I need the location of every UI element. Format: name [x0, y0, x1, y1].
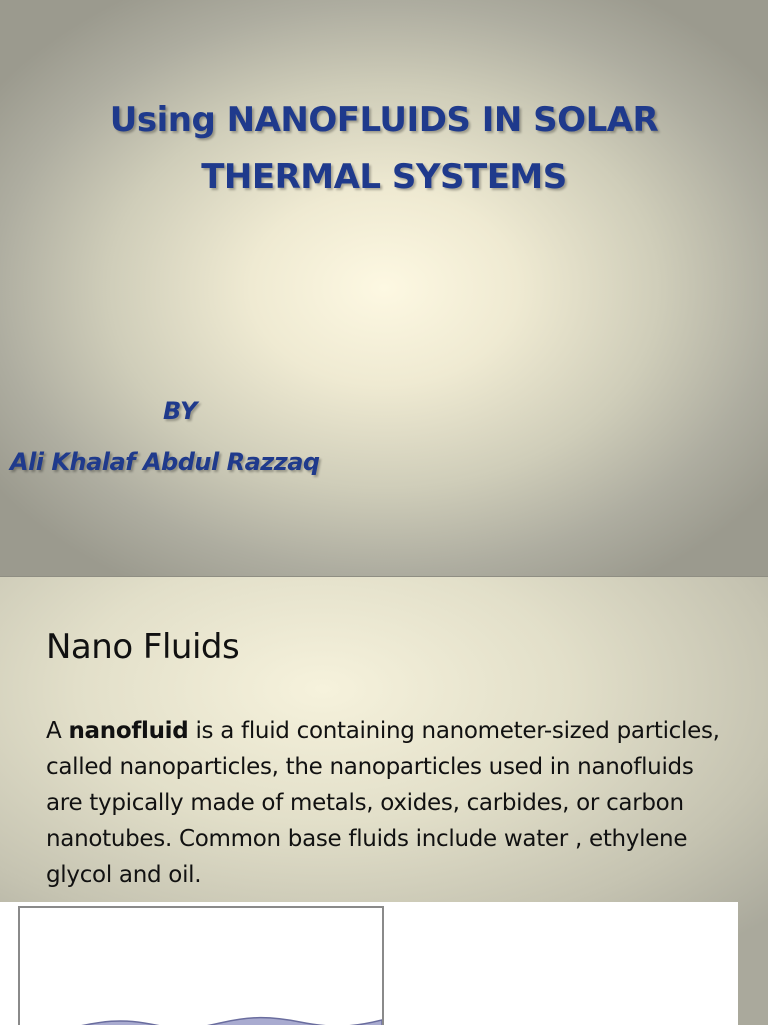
diagram-image	[0, 902, 738, 1025]
body-prefix: A	[46, 718, 62, 744]
author-name: Ali Khalaf Abdul Razzaq	[10, 448, 320, 476]
fluid-wave-shape	[20, 1008, 382, 1025]
body-bold-term: nanofluid	[68, 718, 189, 744]
presentation-title: Using NANOFLUIDS IN SOLAR THERMAL SYSTEMS	[109, 100, 659, 197]
slide-heading: Nano Fluids	[46, 627, 240, 667]
slide-body-text	[46, 713, 736, 893]
diagram-panel	[18, 906, 384, 1025]
nano-fluids-slide	[0, 576, 768, 1025]
body-rest: is a fluid containing nanometer-sized particles, called nanoparticles, the nanoparticles used in nanofluids are typically made of metals, oxides, carbides, or carbon nanotubes. Common base fluids include water , ethylene glycol and oil.	[46, 718, 720, 888]
by-label: BY	[163, 397, 198, 425]
